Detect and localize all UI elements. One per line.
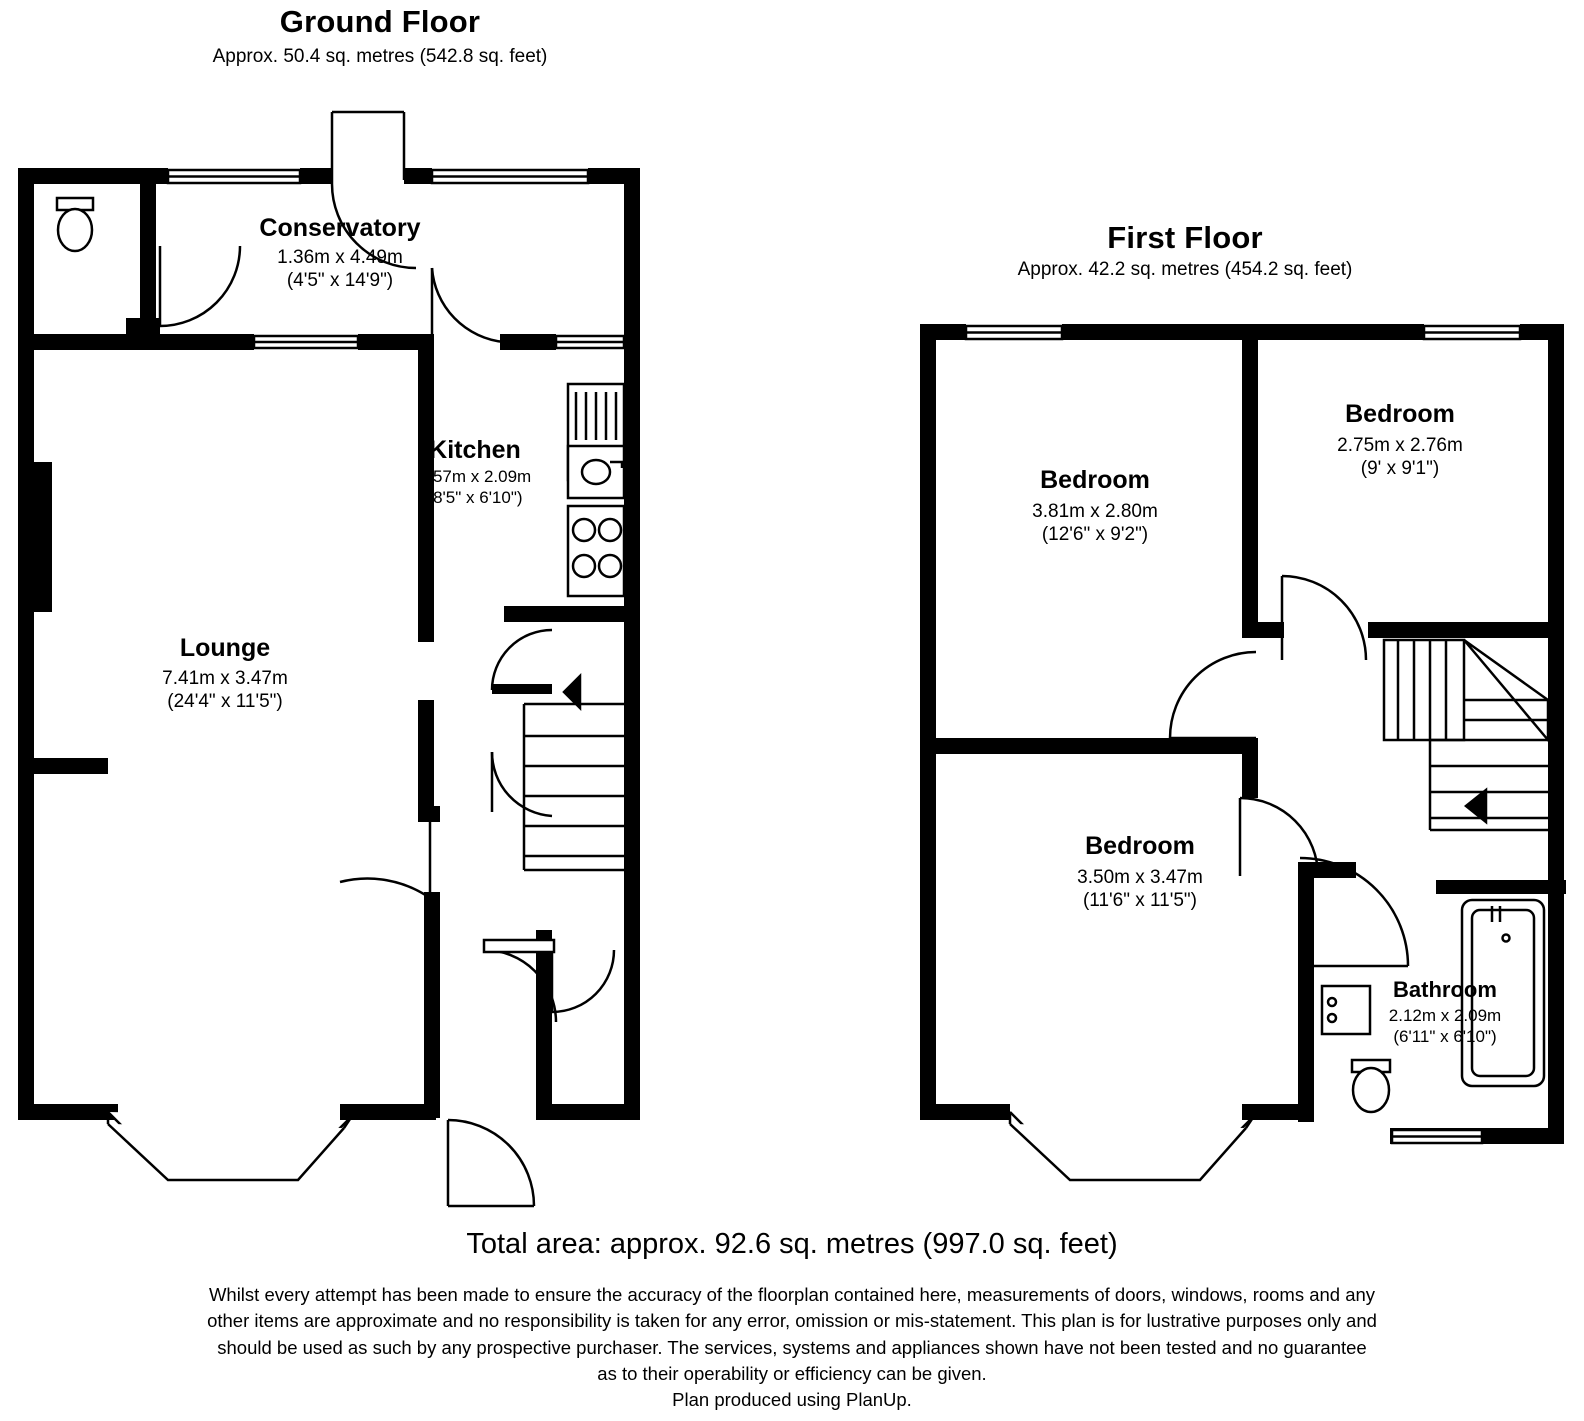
room-label-bathroom: Bathroom bbox=[1393, 977, 1497, 1002]
room-dims-bathroom-metric: 2.12m x 2.09m bbox=[1388, 1006, 1502, 1025]
room-label-bedroom-1: Bedroom bbox=[1040, 466, 1150, 494]
disclaimer-text bbox=[92, 1282, 1492, 1413]
room-label-kitchen: Kitchen bbox=[429, 436, 521, 464]
room-label-lounge: Lounge bbox=[179, 634, 271, 662]
room-dims-conservatory-imperial: (4'5" x 14'9") bbox=[286, 270, 394, 291]
disclaimer-line-5: Plan produced using PlanUp. bbox=[672, 1389, 912, 1411]
room-label-bedroom-3: Bedroom bbox=[1085, 832, 1195, 860]
room-label-conservatory: Conservatory bbox=[259, 214, 421, 242]
room-dims-bedroom-3-imperial: (11'6" x 11'5") bbox=[1082, 890, 1198, 911]
first-floor-title: First Floor bbox=[1107, 220, 1263, 255]
room-label-bedroom-2: Bedroom bbox=[1345, 400, 1455, 428]
room-dims-kitchen-metric: 2.57m x 2.09m bbox=[418, 467, 532, 486]
disclaimer-line-3: should be used as such by any prospective purchaser. The services, systems and appliances shown have not been tested and no guarantee bbox=[217, 1336, 1367, 1358]
room-dims-bedroom-3-metric: 3.50m x 3.47m bbox=[1077, 867, 1203, 888]
ground-floor-title: Ground Floor bbox=[279, 4, 481, 39]
room-dims-bathroom-imperial: (6'11" x 6'10") bbox=[1393, 1027, 1497, 1046]
first-floor-subtitle: Approx. 42.2 sq. metres (454.2 sq. feet) bbox=[1017, 259, 1353, 280]
room-dims-lounge-metric: 7.41m x 3.47m bbox=[162, 668, 288, 689]
room-dims-lounge-imperial: (24'4" x 11'5") bbox=[167, 691, 283, 712]
room-dims-kitchen-imperial: (8'5" x 6'10") bbox=[427, 488, 523, 507]
disclaimer-line-2: other items are approximate and no responsibility is taken for any error, omission or mis-statement. This plan is for lustrative purposes only and bbox=[207, 1310, 1377, 1332]
room-dims-bedroom-1-imperial: (12'6" x 9'2") bbox=[1041, 524, 1149, 545]
disclaimer-line-4: as to their operability or efficiency can be given. bbox=[597, 1362, 987, 1384]
room-dims-bedroom-2-imperial: (9' x 9'1") bbox=[1360, 458, 1440, 479]
room-dims-bedroom-1-metric: 3.81m x 2.80m bbox=[1032, 501, 1158, 522]
ground-floor-subtitle: Approx. 50.4 sq. metres (542.8 sq. feet) bbox=[212, 46, 548, 67]
disclaimer-line-1: Whilst every attempt has been made to ensure the accuracy of the floorplan contained here, measurements of doors, windows, rooms and any bbox=[208, 1284, 1376, 1305]
room-dims-conservatory-metric: 1.36m x 4.49m bbox=[277, 247, 403, 268]
room-dims-bedroom-2-metric: 2.75m x 2.76m bbox=[1337, 435, 1463, 456]
total-area-label: Total area: approx. 92.6 sq. metres (997.0 sq. feet) bbox=[466, 1228, 1118, 1260]
